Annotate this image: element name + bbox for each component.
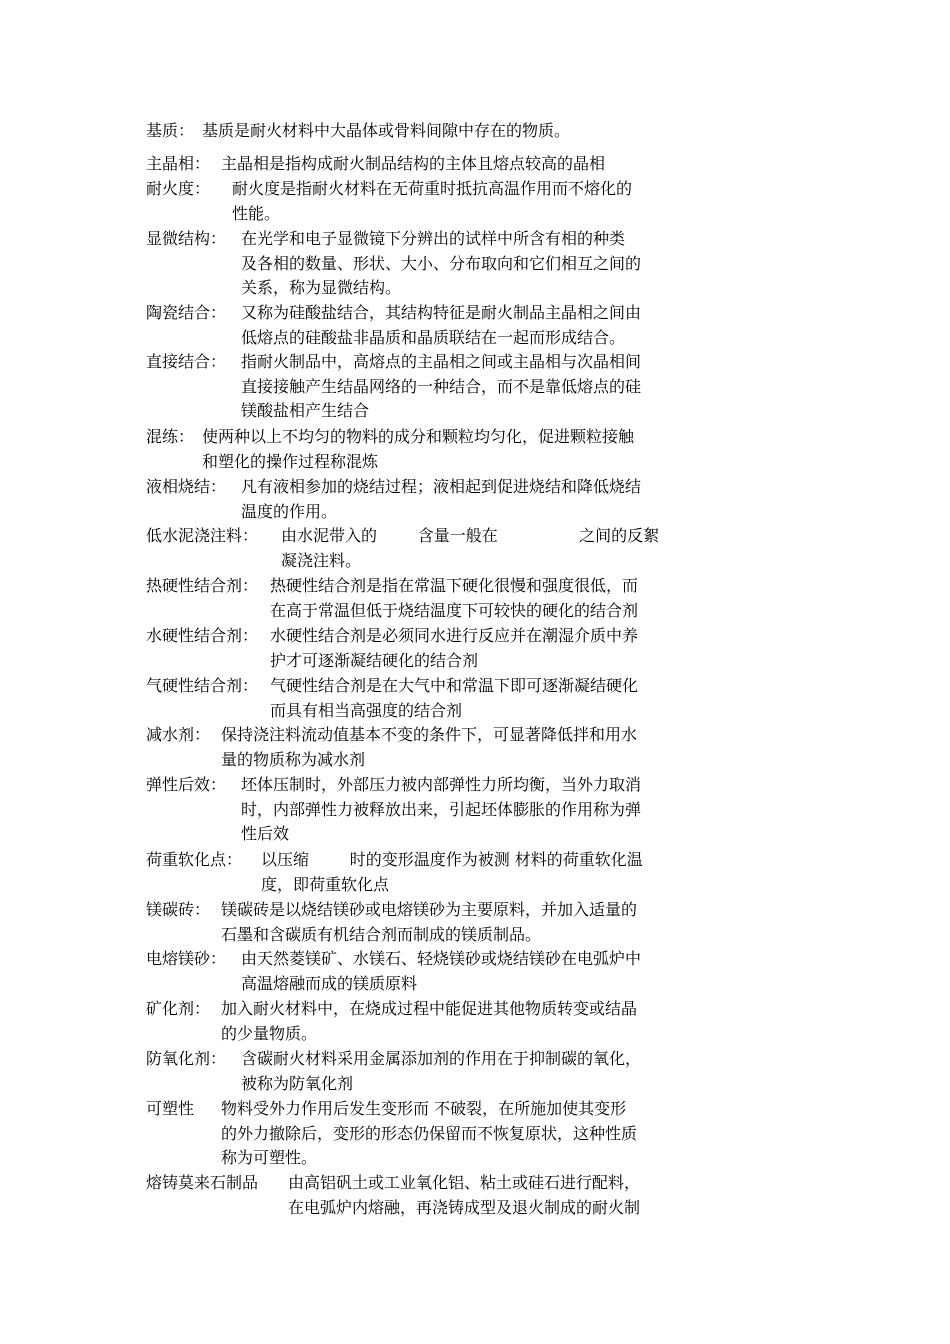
glossary-entry-hydraulic-binder (146, 624, 746, 673)
glossary-entry-ceramic-bond (146, 301, 746, 350)
glossary-entry-elastic-aftereffect (146, 773, 746, 847)
glossary-entry-water-reducer (146, 723, 746, 772)
entry-term: 电熔镁砂： (146, 949, 227, 968)
entry-term: 混练： (146, 427, 195, 446)
entry-term: 低水泥浇注料： (146, 526, 259, 545)
glossary-entry-microstructure (146, 227, 746, 301)
entry-definition: 由高铝矾土或工业氧化铝、粘土或硅石进行配料， 在电弧炉内熔融，再浇铸成型及退火制成的耐火制 (288, 1173, 641, 1217)
entry-term: 气硬性结合剂： (146, 676, 259, 695)
entry-term: 可塑性 (146, 1099, 195, 1118)
glossary-entry-mixing (146, 425, 746, 474)
entry-term: 镁碳砖： (146, 900, 211, 919)
glossary-entry-air-setting-binder (146, 674, 746, 723)
glossary-entry-low-cement-castable (146, 524, 746, 573)
glossary-entry-main-crystal-phase (146, 152, 746, 177)
glossary-entry-matrix (146, 119, 746, 144)
entry-term: 直接结合： (146, 352, 227, 371)
entry-term: 防氧化剂： (146, 1049, 227, 1068)
glossary-entry-refractoriness (146, 177, 746, 226)
glossary-entry-direct-bond (146, 350, 746, 424)
glossary-entry-magnesia-carbon-brick (146, 898, 746, 947)
entry-definition: 指耐火制品中，高熔点的主晶相之间或主晶相与次晶相间 直接接触产生结晶网络的一种结合，而不是靠低熔点的硅 镁酸盐相产生结合 (241, 352, 642, 420)
entry-definition: 以压缩 时的变形温度作为被测 材料的荷重软化温 度，即荷重软化点 (261, 850, 643, 894)
entry-term: 热硬性结合剂： (146, 576, 259, 595)
entry-definition: 凡有液相参加的烧结过程；液相起到促进烧结和降低烧结 温度的作用。 (241, 477, 642, 521)
entry-definition: 含碳耐火材料采用金属添加剂的作用在于抑制碳的氧化， 被称为防氧化剂 (241, 1049, 642, 1093)
entry-definition: 物料受外力作用后发生变形而 不破裂，在所施加使其变形 的外力撤除后，变形的形态仍保留而不恢复原状，这种性质 称为可塑性。 (221, 1099, 638, 1167)
glossary-entry-plasticity (146, 1097, 746, 1171)
entry-term: 水硬性结合剂： (146, 626, 259, 645)
entry-term: 陶瓷结合： (146, 303, 227, 322)
glossary-entry-liquid-phase-sintering (146, 475, 746, 524)
entry-definition: 由天然菱镁矿、水镁石、轻烧镁砂或烧结镁砂在电弧炉中 高温熔融而成的镁质原料 (241, 949, 642, 993)
entry-definition: 由水泥带入的 含量一般在 之间的反絮 凝浇注料。 (281, 526, 660, 570)
entry-term: 显微结构： (146, 229, 227, 248)
glossary-entry-mineralizer (146, 997, 746, 1046)
entry-term: 熔铸莫来石制品 (146, 1173, 259, 1192)
entry-term: 弹性后效： (146, 775, 227, 794)
entry-term: 液相烧结： (146, 477, 227, 496)
entry-term: 主晶相： (146, 154, 211, 173)
entry-definition: 气硬性结合剂是在大气中和常温下即可逐渐凝结硬化 而具有相当高强度的结合剂 (270, 676, 639, 720)
entry-term: 荷重软化点： (146, 850, 243, 869)
entry-definition: 主晶相是指构成耐火制品结构的主体且熔点较高的晶相 (221, 154, 606, 173)
entry-definition: 使两种以上不均匀的物料的成分和颗粒均匀化，促进颗粒接触 和塑化的操作过程称混炼 (202, 427, 635, 471)
entry-term: 基质： (146, 121, 195, 140)
glossary-entry-antioxidant (146, 1047, 746, 1096)
entry-definition: 耐火度是指耐火材料在无荷重时抵抗高温作用而不熔化的 性能。 (232, 179, 633, 223)
entry-definition: 热硬性结合剂是指在常温下硬化很慢和强度很低，而 在高于常温但低于烧结温度下可较快的硬化的结合剂 (270, 576, 639, 620)
entry-definition: 加入耐火材料中，在烧成过程中能促进其他物质转变或结晶 的少量物质。 (221, 999, 638, 1043)
entry-term: 矿化剂： (146, 999, 211, 1018)
entry-definition: 坯体压制时，外部压力被内部弹性力所均衡，当外力取消 时，内部弹性力被释放出来，引起坯体膨胀的作用称为弹 性后效 (241, 775, 642, 843)
entry-term: 耐火度： (146, 179, 211, 198)
entry-definition: 保持浇注料流动值基本不变的条件下，可显著降低拌和用水 量的物质称为减水剂 (221, 725, 638, 769)
entry-definition: 水硬性结合剂是必须同水进行反应并在潮湿介质中养 护才可逐渐凝结硬化的结合剂 (270, 626, 639, 670)
entry-definition: 镁碳砖是以烧结镁砂或电熔镁砂为主要原料，并加入适量的 石墨和含碳质有机结合剂而制成的镁质制品。 (221, 900, 638, 944)
entry-definition: 基质是耐火材料中大晶体或骨料间隙中存在的物质。 (202, 121, 571, 140)
glossary-entry-fused-mullite-product (146, 1171, 746, 1220)
glossary-entry-fused-magnesia (146, 947, 746, 996)
entry-definition: 在光学和电子显微镜下分辨出的试样中所含有相的种类 及各相的数量、形状、大小、分布取向和它们相互之间的 关系，称为显微结构。 (241, 229, 642, 297)
glossary-entry-refractoriness-under-load (146, 848, 746, 897)
entry-definition: 又称为硅酸盐结合，其结构特征是耐火制品主晶相之间由 低熔点的硅酸盐非晶质和晶质联结在一起而形成结合。 (241, 303, 642, 347)
glossary-entry-thermosetting-binder (146, 574, 746, 623)
entry-term: 减水剂： (146, 725, 211, 744)
